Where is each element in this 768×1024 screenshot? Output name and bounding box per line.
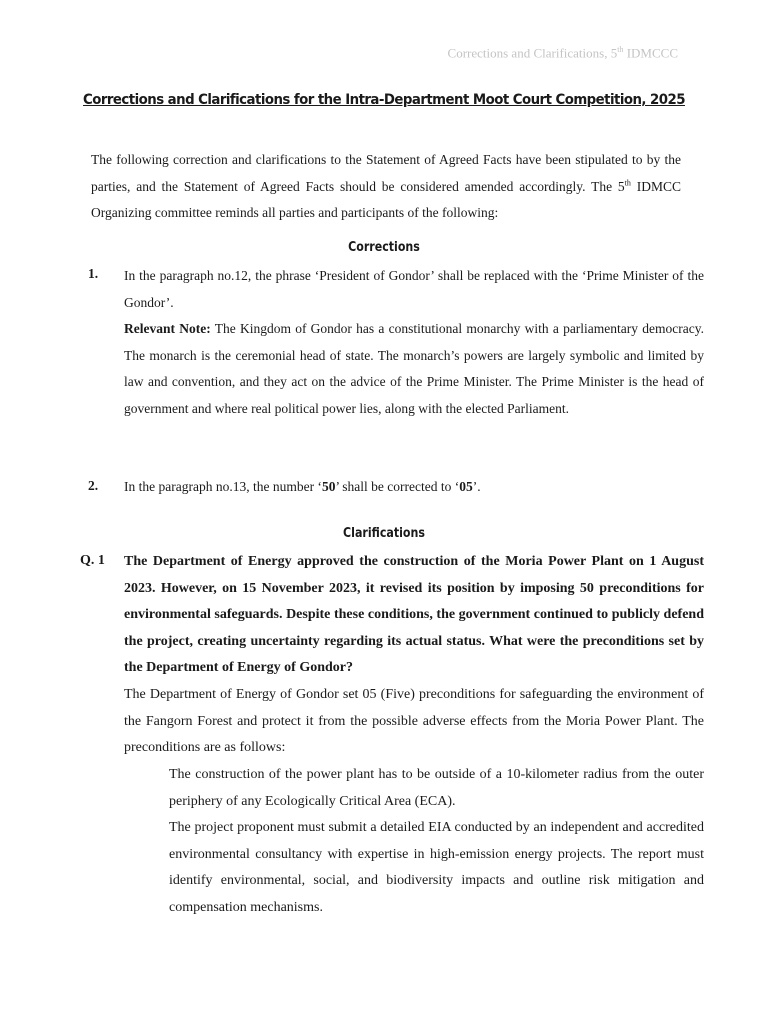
correction-text: In the paragraph no.12, the phrase ‘President of Gondor’ shall be replaced with the ‘Prime Minister of the Gondor’. [124, 268, 704, 310]
precondition-item: The project proponent must submit a detailed EIA conducted by an independent and accredited environmental consultancy with expertise in high-emission energy projects. The report must identify environmental, social, and biodiversity impacts and outline risk mitigation and compensation mechanisms. [169, 820, 704, 915]
correction-text-part: In the paragraph no.13, the number ‘ [124, 479, 322, 494]
running-header [448, 45, 678, 61]
correction-text-part: ’. [472, 479, 481, 494]
intro-text-a: The following correction and clarifications to the Statement of Agreed Facts have been stipulated to by the parties, and the Statement of Agreed Facts should be considered amended accordingly. The 5 [91, 152, 681, 194]
correction-new-number: 05 [459, 479, 473, 494]
correction-text-part: ’ shall be corrected to ‘ [335, 479, 460, 494]
correction-number: 2. [88, 478, 99, 493]
clarifications-heading: Clarifications [343, 526, 425, 541]
answer-text: The Department of Energy of Gondor set 05 (Five) preconditions for safeguarding the environment of the Fangorn Forest and protect it from the possible adverse effects from the Moria Power Plant. The preconditions are as follows: [124, 687, 704, 755]
precondition-item: The construction of the power plant has to be outside of a 10-kilometer radius from the outer periphery of any Ecologically Critical Area (ECA). [169, 767, 704, 809]
running-header-suffix: IDMCCC [623, 45, 678, 61]
intro-paragraph [91, 147, 681, 227]
correction-text [124, 474, 704, 501]
intro-sup: th [624, 178, 631, 187]
correction-number: 1. [88, 266, 99, 281]
correction-old-number: 50 [321, 479, 336, 494]
running-header-text: Corrections and Clarifications, 5 [447, 45, 618, 61]
question-number: Q. 1 [80, 553, 105, 568]
question-text: The Department of Energy approved the construction of the Moria Power Plant on 1 August 2023. However, on 15 November 2023, it revised its position by imposing 50 preconditions for environmental safeguards. Despite these conditions, the government continued to publicly defend the project, creating uncertainty regarding its actual status. What were the preconditions set by the Department of Energy of Gondor? [124, 554, 704, 675]
document-title: Corrections and Clarifications for the Intra-Department Moot Court Competition, 2025 [83, 92, 685, 108]
running-header-sup: th [617, 45, 624, 54]
relevant-note [124, 316, 704, 422]
intro-text-b: IDMCC Organizing committee reminds all parties and participants of the following: [91, 178, 681, 220]
relevant-note-text: The Kingdom of Gondor has a constitutional monarchy with a parliamentary democracy. The monarch is the ceremonial head of state. The monarch’s powers are largely symbolic and limited by law and convention, and they act on the advice of the Prime Minister. The Prime Minister is the head of government and where real political power lies, along with the elected Parliament. [124, 321, 704, 416]
corrections-heading: Corrections [348, 240, 420, 255]
relevant-note-label: Relevant Note: [124, 321, 211, 336]
